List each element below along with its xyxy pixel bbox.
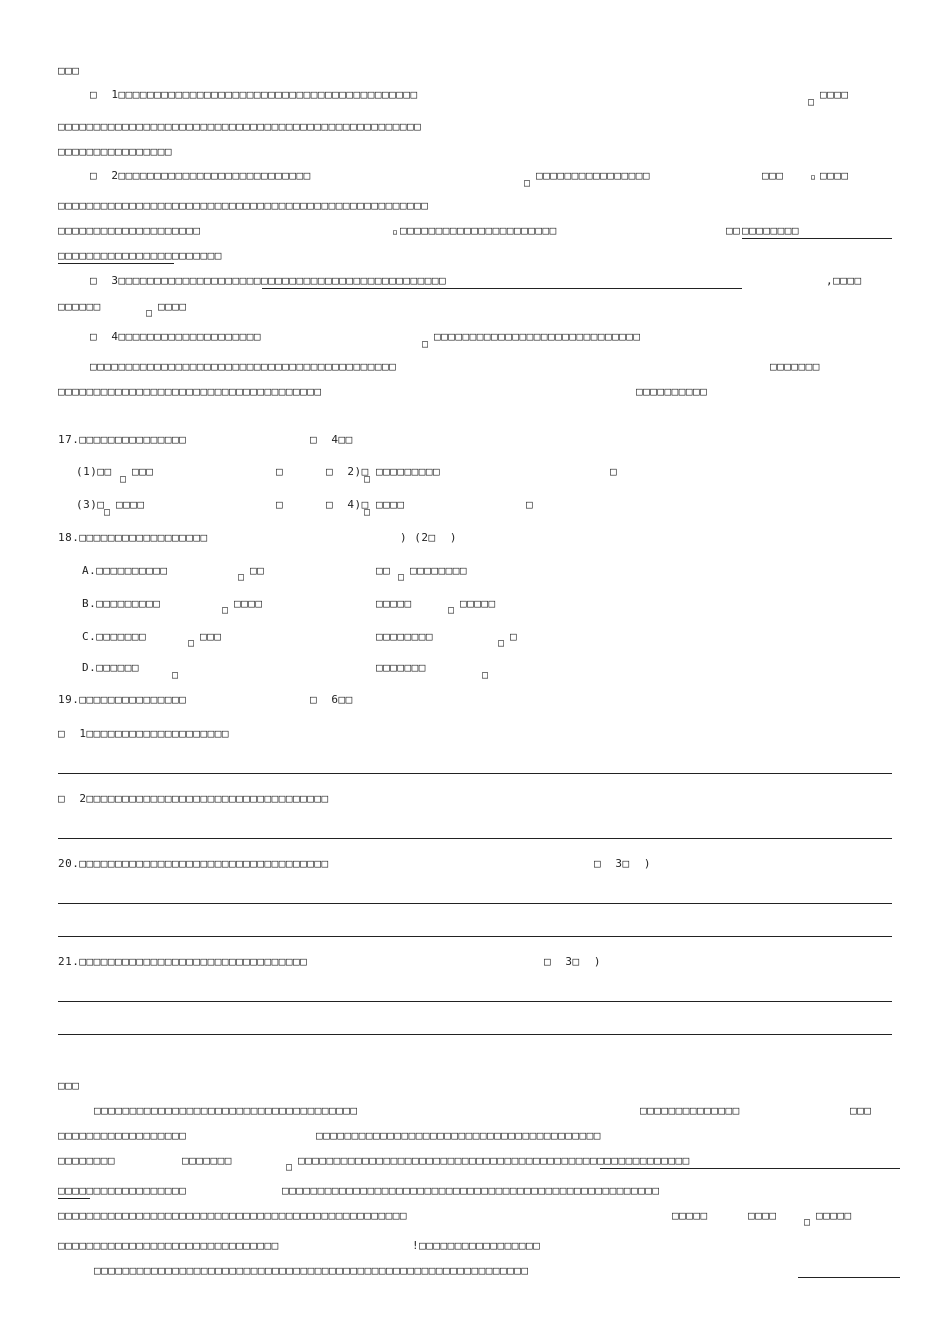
q18-option-a-right-2: □□□□□□□□ — [410, 564, 467, 577]
para-2-line-1: □ 2□□□□□□□□□□□□□□□□□□□□□□□□□□□ — [90, 169, 311, 182]
q20-title: 20.□□□□□□□□□□□□□□□□□□□□□□□□□□□□□□□□□□□ — [58, 857, 329, 870]
para-2-line-3-end: □□ — [726, 224, 741, 237]
para-4-line-3-end: □□□□□□□□□□ — [636, 385, 708, 398]
q17-item-1-text: □□□ — [132, 465, 154, 478]
para-1-mark: □ — [808, 97, 815, 108]
underline — [600, 1168, 900, 1169]
answer-line[interactable] — [58, 903, 892, 904]
q19-title: 19.□□□□□□□□□□□□□□□ — [58, 693, 187, 706]
section-b-line: □□□□□□□□□□□□□□□□□□□□□□□□□□□□□□□□□□□□□□□□□□□□□□□□□□□□□ — [282, 1184, 660, 1197]
section-b-line: □□□□□□□□□□□□□□□□□□□□□□□□□□□□□□□□□□□□□ — [94, 1104, 358, 1117]
section-b-line: □□□□□□□□□□□□□□□□□□□□□□□□□□□□□□□□□□□□□□□□ — [316, 1129, 601, 1142]
section-b-line: □□□□□□□ — [182, 1154, 232, 1167]
q19-sub-1: □ 1□□□□□□□□□□□□□□□□□□□□ — [58, 727, 229, 740]
para-4-line-2-end: □□□□□□□ — [770, 360, 820, 373]
q20-points: □ 3□ ) — [594, 857, 651, 870]
q19-points: □ 6□□ — [310, 693, 353, 706]
q18-mark: □ — [482, 670, 489, 681]
q18-mark: □ — [238, 572, 245, 583]
para-1-line-3: □□□□□□□□□□□□□□□□ — [58, 145, 172, 158]
para-4-line-2: □□□□□□□□□□□□□□□□□□□□□□□□□□□□□□□□□□□□□□□□□□□ — [90, 360, 397, 373]
section-b-line: □□□□□□□□□□□□□□□□□□□□□□□□□□□□□□□□□□□□□□□□□□□□□□□□□□□□□□□□□□□□□ — [94, 1264, 529, 1277]
q18-option-c-right-2: □ — [510, 630, 518, 643]
para-3-line-2: □□□□□□ — [58, 300, 101, 313]
q17-mark: □ — [364, 474, 371, 485]
section-b-line: !□□□□□□□□□□□□□□□□□ — [412, 1239, 541, 1252]
q17-item-2-text: □□□□□□□□□ — [376, 465, 441, 478]
section-b-line: □□□□□□□□□□□□□□□□□□ — [58, 1184, 187, 1197]
section-b-line: □□□□□□□□□□□□□□□□□□ — [58, 1129, 187, 1142]
q17-mark: □ — [120, 474, 127, 485]
para-2-line-3-mid: □□□□□□□□□□□□□□□□□□□□□□ — [400, 224, 557, 237]
q18-option-b: B.□□□□□□□□□ — [82, 597, 161, 610]
q19-sub-2: □ 2□□□□□□□□□□□□□□□□□□□□□□□□□□□□□□□□□□ — [58, 792, 329, 805]
q18-option-b-part: □□□□ — [234, 597, 263, 610]
q18-option-a: A.□□□□□□□□□□ — [82, 564, 168, 577]
answer-line[interactable] — [58, 1034, 892, 1035]
q18-mark: □ — [222, 605, 229, 616]
answer-line[interactable] — [58, 773, 892, 774]
section-b-mark: □ — [286, 1162, 293, 1173]
para-2-mid: □□□□□□□□□□□□□□□□ — [536, 169, 650, 182]
underline — [262, 288, 742, 289]
q17-title: 17.□□□□□□□□□□□□□□□ — [58, 433, 187, 446]
para-4-mark: □ — [422, 339, 429, 350]
q17-item-4-text: □□□□ — [376, 498, 405, 511]
section-b-line: □□□□□□□□□□□□□□□□□□□□□□□□□□□□□□□□□□□□□□□□□□□□□□□□□ — [58, 1209, 408, 1222]
q17-item-3-text: □□□□ — [116, 498, 145, 511]
para-2-underlined: □□□□□□□□ — [742, 224, 799, 237]
underline — [742, 238, 892, 239]
para-2-line-4: □□□□□□□□□□□□□□□□□□□□□□□ — [58, 249, 222, 262]
q17-blank: □ — [276, 498, 284, 511]
para-1-line-1: □ 1□□□□□□□□□□□□□□□□□□□□□□□□□□□□□□□□□□□□□□□□□□ — [90, 88, 418, 101]
q17-item-4: □ 4)□ — [326, 498, 369, 511]
q21-title: 21.□□□□□□□□□□□□□□□□□□□□□□□□□□□□□□□□ — [58, 955, 308, 968]
q17-points: □ 4□□ — [310, 433, 353, 446]
q18-option-b-right-2: □□□□□ — [460, 597, 496, 610]
q18-mark: □ — [448, 605, 455, 616]
section-b-line: □□□□□□□□□□□□□□□□□□□□□□□□□□□□□□□□□□□□□□□□□□□□□□□□□□□□□□□ — [298, 1154, 690, 1167]
para-2-dot-2: ▫ — [392, 227, 399, 238]
para-1-line-2: □□□□□□□□□□□□□□□□□□□□□□□□□□□□□□□□□□□□□□□□□□□□□□□□□□□ — [58, 120, 422, 133]
para-3-tail: ,□□□□ — [826, 274, 862, 287]
q18-option-a-right: □□ — [376, 564, 391, 577]
para-1-tail: □□□□ — [820, 88, 849, 101]
para-4-line-1: □ 4□□□□□□□□□□□□□□□□□□□□ — [90, 330, 261, 343]
q18-mark: □ — [498, 638, 505, 649]
underline — [798, 1277, 900, 1278]
q17-blank: □ — [610, 465, 618, 478]
q17-item-2: □ 2)□ — [326, 465, 369, 478]
section-b-line: □□□□ — [748, 1209, 777, 1222]
q18-mark: □ — [398, 572, 405, 583]
q18-option-d-right: □□□□□□□ — [376, 661, 426, 674]
para-2-end: □□□ — [762, 169, 784, 182]
section-b-line: □□□□□□□□ — [58, 1154, 115, 1167]
para-4-line-1-end: □□□□□□□□□□□□□□□□□□□□□□□□□□□□□ — [434, 330, 641, 343]
q18-option-a-part: □□ — [250, 564, 265, 577]
para-2-dot: ▫ — [810, 172, 817, 183]
q18-title: 18.□□□□□□□□□□□□□□□□□□ — [58, 531, 208, 544]
underline — [58, 263, 174, 264]
para-2-mark: □ — [524, 178, 531, 189]
para-2-line-3: □□□□□□□□□□□□□□□□□□□□ — [58, 224, 201, 237]
q18-mark: □ — [188, 638, 195, 649]
underline — [58, 1198, 90, 1199]
para-4-line-3: □□□□□□□□□□□□□□□□□□□□□□□□□□□□□□□□□□□□□ — [58, 385, 322, 398]
q17-blank: □ — [276, 465, 284, 478]
para-2-line-2: □□□□□□□□□□□□□□□□□□□□□□□□□□□□□□□□□□□□□□□□□□□□□□□□□□□□ — [58, 199, 429, 212]
para-3-line-1: □ 3□□□□□□□□□□□□□□□□□□□□□□□□□□□□□□□□□□□□□□□□□□□□□□ — [90, 274, 447, 287]
section-b-line: □□□□□ — [672, 1209, 708, 1222]
q18-option-b-right: □□□□□ — [376, 597, 412, 610]
q18-option-c-right: □□□□□□□□ — [376, 630, 433, 643]
q17-item-1: (1)□□ — [76, 465, 112, 478]
section-b-line: □□□□□□□□□□□□□□□□□□□□□□□□□□□□□□□ — [58, 1239, 279, 1252]
para-3-line-2-end: □□□□ — [158, 300, 187, 313]
para-3-mark: □ — [146, 308, 153, 319]
q17-mark: □ — [104, 507, 111, 518]
q18-option-c: C.□□□□□□□ — [82, 630, 147, 643]
section-a-heading: □□□ — [58, 64, 80, 77]
q17-blank: □ — [526, 498, 534, 511]
q17-mark: □ — [364, 507, 371, 518]
q18-option-c-part: □□□ — [200, 630, 222, 643]
q17-item-3: (3)□ — [76, 498, 105, 511]
answer-line[interactable] — [58, 1001, 892, 1002]
q18-option-d: D.□□□□□□ — [82, 661, 139, 674]
answer-line[interactable] — [58, 838, 892, 839]
answer-line[interactable] — [58, 936, 892, 937]
q18-points: ) (2□ ) — [400, 531, 457, 544]
section-b-line: □□□□□ — [816, 1209, 852, 1222]
q18-mark: □ — [172, 670, 179, 681]
para-2-tail: □□□□ — [820, 169, 849, 182]
section-b-mark: □ — [804, 1217, 811, 1228]
section-b-line: □□□ — [850, 1104, 872, 1117]
q21-points: □ 3□ ) — [544, 955, 601, 968]
section-b-line: □□□□□□□□□□□□□□ — [640, 1104, 740, 1117]
section-b-heading: □□□ — [58, 1079, 80, 1092]
